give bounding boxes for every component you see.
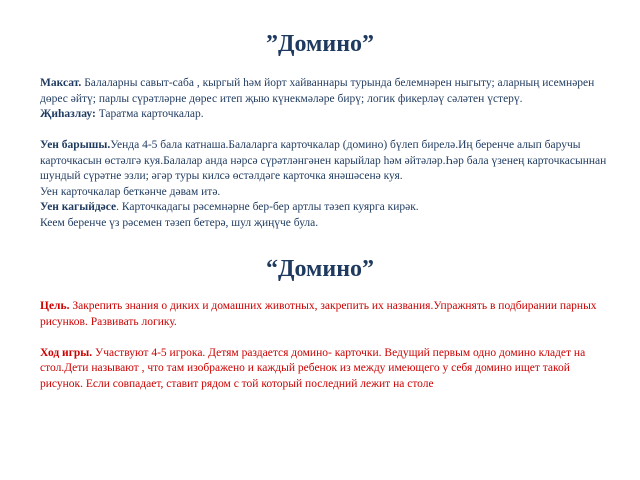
spacer [40,123,615,139]
equipment-text-tatar: Таратма карточкалар. [95,108,204,120]
process-label-tatar: Уен барышы. [40,139,111,151]
rule-text-tatar: . Карточкадагы рәсемнәрне бер-бер артлы тәзеп куярга кирәк. [116,201,419,213]
equipment-paragraph-tatar [40,107,615,123]
goal-label-russian: Цель. [40,300,70,312]
spacer [40,330,615,346]
page-title-russian: “Домино” [265,256,375,282]
process-text-russian: Участвуют 4-5 игрока. Детям раздается домино- карточки. Ведущий первым одно домино кладет на стол.Дети называют , что там изображено и каждый ребенок из между имеющего у себя домино ищет такой рисунок. Если совпадает, ставит рядом с той который последний лежит на столе [40,346,586,390]
goal-paragraph-tatar [40,76,615,107]
tatar-description [40,76,615,231]
process-text-tatar: Уенда 4-5 бала катнаша.Балаларга карточкалар (домино) бүлеп бирелә.Иң беренче алып баручы карточкасын өстәлгә куя.Балалар анда нәрсә сүрәтләнгәнен карыйлар һәм әйтәләр.Һәр бала үзенең карточкасыннан шундый сүрәтне эзли; әгәр туры килсә өстәлдәге карточка янәшәсенә куя. [40,139,607,182]
goal-text-tatar: Балаларны савыт-саба , кыргый һәм йорт хайваннары турында белемнәрен ныгыту; аларның исемнәрен дөрес әйтү; парлы сүрәтләрне дөрес итеп җыю күнекмәләре бирү; логик фикерләү сәләтен үстерү. [40,77,595,105]
process-paragraph-russian [40,346,615,393]
russian-description [40,299,615,392]
goal-label-tatar: Максат. [40,77,82,89]
equipment-label-tatar: Җиһазлау: [40,108,96,120]
continue-line-tatar: Уен карточкалар беткәнче дәвам итә. [40,185,221,198]
goal-text-russian: Закрепить знания о диких и домашних животных, закрепить их названия.Упражнять в подбирании парных рисунков. Развивать логику. [40,300,597,328]
process-paragraph-tatar [40,138,615,185]
goal-paragraph-russian [40,299,615,330]
rule-paragraph-tatar [40,200,615,216]
page-title-tatar: ”Домино” [265,31,375,57]
process-label-russian: Ход игры. [40,346,93,359]
rule-label-tatar: Уен кагыйдәсе [40,201,117,213]
winner-line-tatar: Кеем беренче үз рәсемен тәзеп бетерә, шул җиңүче була. [40,216,319,229]
